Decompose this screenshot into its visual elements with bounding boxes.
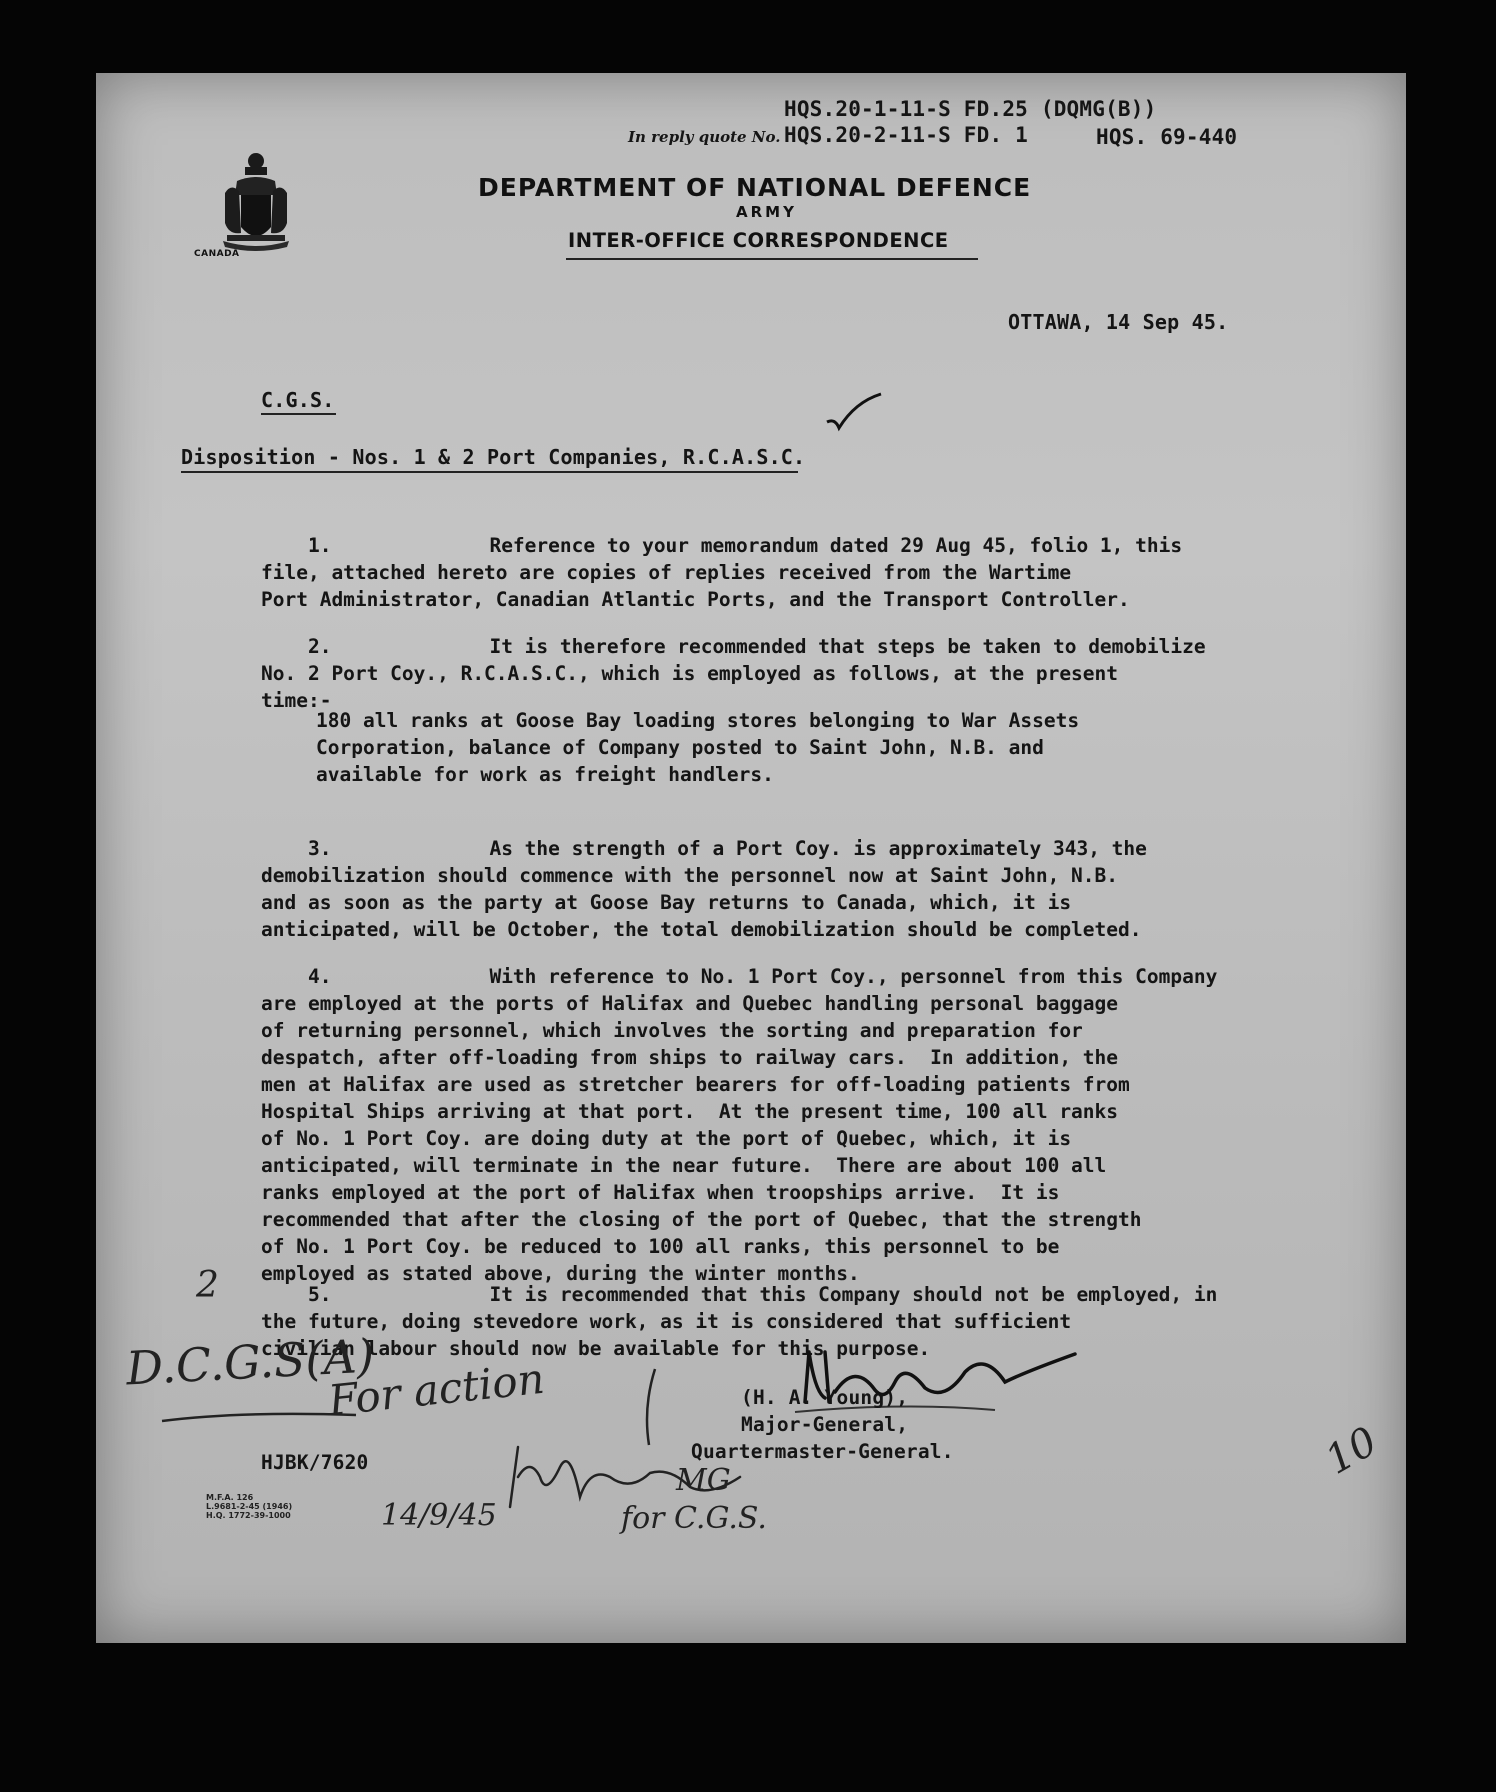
paragraph-line: recommended that after the closing of the port of Quebec, that the strength <box>261 1208 1142 1231</box>
paragraph-line: 180 all ranks at Goose Bay loading stores belonging to War Assets <box>316 709 1080 732</box>
file-reference-1: HQS.20-1-11-S FD.25 (DQMG(B)) <box>784 97 1157 121</box>
crest-caption: CANADA <box>194 249 240 259</box>
form-stamp-line: M.F.A. 126 <box>206 1493 254 1502</box>
paragraph-line: No. 2 Port Coy., R.C.A.S.C., which is employed as follows, at the present <box>261 662 1119 685</box>
handwritten-date: 14/9/45 <box>381 1498 497 1533</box>
handwritten-margin-mark: 2 <box>196 1265 219 1306</box>
paragraph-line: It is therefore recommended that steps be taken to demobilize <box>489 635 1206 658</box>
paragraph-1 <box>261 505 1182 613</box>
form-stamp-line: H.Q. 1772-39-1000 <box>206 1511 291 1520</box>
paragraph-line: civilian labour should now be available for this purpose. <box>261 1337 931 1360</box>
paragraph-line: With reference to No. 1 Port Coy., personnel from this Company <box>489 965 1218 988</box>
paragraph-2 <box>261 606 1206 714</box>
check-mark-icon <box>786 373 885 455</box>
paragraph-line: are employed at the ports of Halifax and Quebec handling personal baggage <box>261 992 1119 1015</box>
paragraph-line: anticipated, will be October, the total demobilization should be completed. <box>261 918 1142 941</box>
handwritten-note: for C.G.S. <box>621 1501 767 1536</box>
handwritten-page-number: 10 <box>1317 1418 1385 1484</box>
routing-underline <box>121 1388 360 1450</box>
paragraph-line: Hospital Ships arriving at that port. At the present time, 100 all ranks <box>261 1100 1119 1123</box>
paragraph-line: of No. 1 Port Coy. are doing duty at the port of Quebec, which, it is <box>261 1127 1072 1150</box>
paragraph-line: employed as stated above, during the winter months. <box>261 1262 860 1285</box>
paragraph-line: Corporation, balance of Company posted to Saint John, N.B. and <box>316 736 1044 759</box>
paragraph-line: file, attached hereto are copies of replies received from the Wartime <box>261 561 1072 584</box>
signatory-rank: Major-General, <box>741 1413 909 1436</box>
paragraph-line: It is recommended that this Company should not be employed, in <box>489 1283 1218 1306</box>
handwritten-initials: MG <box>676 1463 731 1498</box>
paragraph-line: demobilization should commence with the personnel now at Saint John, N.B. <box>261 864 1119 887</box>
paragraph-line: available for work as freight handlers. <box>316 763 774 786</box>
form-stamp-line: L.9681-2-45 (1946) <box>206 1502 293 1511</box>
paragraph-line: of No. 1 Port Coy. be reduced to 100 all ranks, this personnel to be <box>261 1235 1060 1258</box>
paragraph-line: Port Administrator, Canadian Atlantic Ports, and the Transport Controller. <box>261 588 1130 611</box>
paragraph-number: 2. <box>307 635 332 658</box>
department-title: DEPARTMENT OF NATIONAL DEFENCE <box>478 173 1032 202</box>
handwritten-routing: D.C.G.S(A) <box>124 1328 376 1396</box>
subject-underline <box>181 471 798 473</box>
service-title: ARMY <box>736 203 797 221</box>
document-page <box>96 73 1406 1643</box>
paragraph-line: despatch, after off-loading from ships to railway cars. In addition, the <box>261 1046 1119 1069</box>
place-and-date: OTTAWA, 14 Sep 45. <box>1008 310 1229 334</box>
paragraph-line: men at Halifax are used as stretcher bearers for off-loading patients from <box>261 1073 1130 1096</box>
paragraph-line: of returning personnel, which involves the sorting and preparation for <box>261 1019 1083 1042</box>
form-number-stamp <box>206 1493 292 1520</box>
file-reference-3: HQS. 69-440 <box>1096 125 1238 149</box>
paragraph-line: time:- <box>261 689 332 712</box>
paragraph-number: 4. <box>307 965 332 988</box>
reply-quote-label: In reply quote No. <box>628 128 781 146</box>
addressee-underline <box>261 413 336 415</box>
addressee: C.G.S. <box>261 388 335 412</box>
subject-line: Disposition - Nos. 1 & 2 Port Companies, R.C.A.S.C. <box>181 445 806 469</box>
file-code: HJBK/7620 <box>261 1451 369 1474</box>
heading-underline <box>566 258 978 260</box>
handwritten-instruction: For action <box>326 1353 547 1426</box>
correspondence-type: INTER-OFFICE CORRESPONDENCE <box>568 229 949 252</box>
paragraph-4 <box>261 936 1217 1287</box>
paragraph-line: and as soon as the party at Goose Bay returns to Canada, which, it is <box>261 891 1072 914</box>
paragraph-line: As the strength of a Port Coy. is approximately 343, the <box>489 837 1147 860</box>
paragraph-line: Reference to your memorandum dated 29 Aug 45, folio 1, this <box>489 534 1183 557</box>
paragraph-number: 5. <box>307 1283 332 1306</box>
signatory-title: Quartermaster-General. <box>691 1440 954 1463</box>
paragraph-line: the future, doing stevedore work, as it is considered that sufficient <box>261 1310 1072 1333</box>
paragraph-3 <box>261 808 1147 943</box>
signatory-name: (H. A. Young), <box>741 1386 909 1409</box>
paragraph-2-detail <box>316 707 1079 788</box>
file-reference-2: HQS.20-2-11-S FD. 1 <box>784 123 1029 147</box>
paragraph-line: ranks employed at the port of Halifax when troopships arrive. It is <box>261 1181 1060 1204</box>
royal-crest-icon <box>178 128 256 248</box>
paragraph-number: 1. <box>307 534 332 557</box>
paragraph-number: 3. <box>307 837 332 860</box>
paragraph-line: anticipated, will terminate in the near future. There are about 100 all <box>261 1154 1107 1177</box>
